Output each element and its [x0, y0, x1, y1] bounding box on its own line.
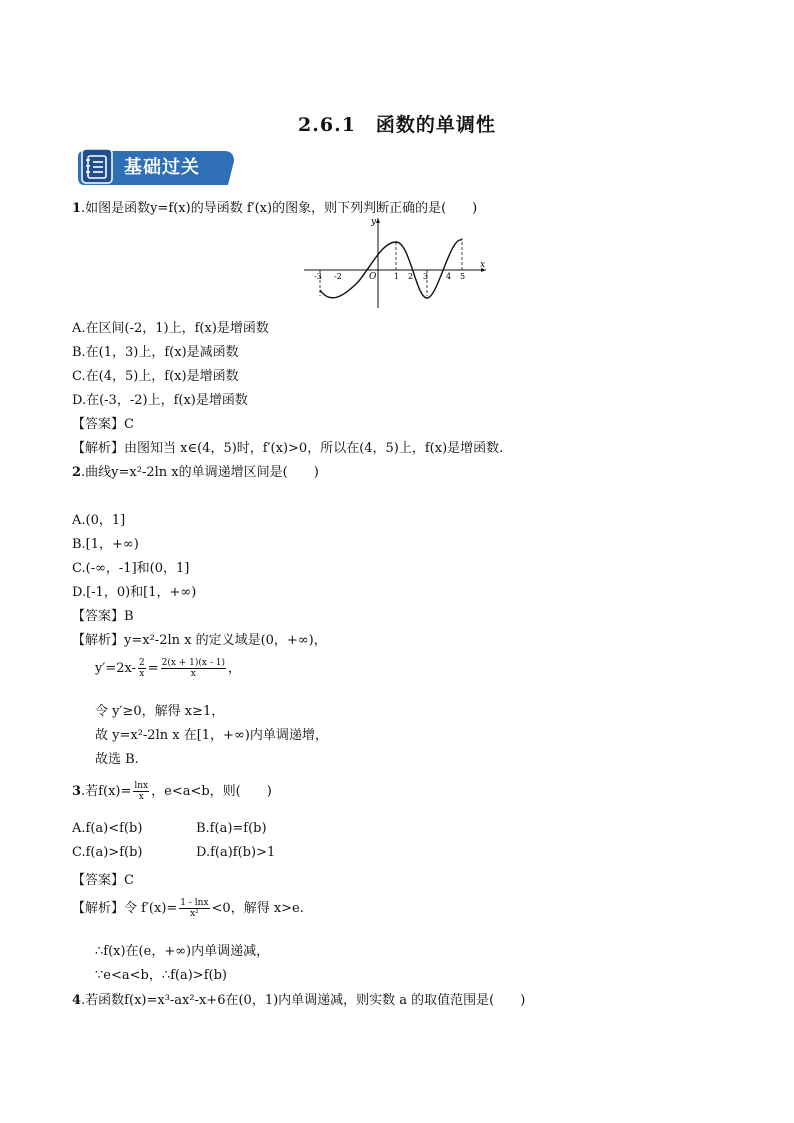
q2-answer [72, 605, 134, 624]
q3-analysis-line: ∴f(x)在(e，+∞)内单调递减， [95, 944, 270, 959]
q1-option-d: D.在(-3，-2)上，f(x)是增函数 [72, 393, 248, 408]
fraction [179, 898, 209, 919]
q3-analysis-line: ∵e<a<b，∴f(a)>f(b) [95, 968, 227, 983]
fraction-denominator: x [190, 669, 196, 679]
x-axis-label: x [480, 260, 486, 270]
q2-text: .曲线y=x²-2ln x的单调递增区间是( ) [81, 465, 319, 480]
fraction [133, 781, 149, 802]
analysis-tag: 【解析】 [72, 441, 125, 456]
q2-option-d: D.[-1，0)和[1，+∞) [72, 585, 197, 600]
fraction-denominator: x [138, 792, 144, 802]
origin-label: O [369, 272, 377, 282]
q1-answer [72, 413, 134, 432]
q2-derivative-line [95, 657, 241, 679]
answer-tag: 【答案】 [72, 873, 125, 888]
fraction-numerator: 2 [138, 658, 145, 668]
q3-number: 3 [72, 784, 82, 799]
q1-option-c: C.在(4，5)上，f(x)是增函数 [72, 369, 239, 384]
fraction [161, 658, 226, 679]
tick-label: 2 [408, 272, 414, 281]
q1-analysis [72, 437, 503, 456]
analysis-tag: 【解析】 [72, 633, 125, 648]
q3-option-b: B.f(a)=f(b) [196, 821, 267, 836]
equals-sign: = [147, 661, 159, 676]
tick-label: 4 [446, 272, 452, 281]
q4-number: 4 [72, 993, 82, 1008]
answer-value: C [124, 417, 134, 432]
answer-tag: 【答案】 [72, 609, 125, 624]
q3-text-tail: ，e<a<b，则( ) [151, 784, 272, 799]
analysis-tag: 【解析】 [72, 901, 125, 916]
q2-option-b: B.[1，+∞) [72, 537, 139, 552]
derivative-tail: ， [228, 661, 242, 676]
q3-analysis [72, 897, 304, 919]
analysis-text: 令 f′(x)= [124, 901, 178, 916]
y-axis-label: y [371, 217, 377, 227]
q3-option-a: A.f(a)<f(b) [72, 821, 143, 836]
analysis-text: 由图知当 x∈(4，5)时，f′(x)>0，所以在(4，5)上，f(x)是增函数. [124, 441, 504, 456]
fraction-numerator: lnx [134, 781, 149, 791]
q2-analysis-line: 故选 B. [95, 752, 139, 767]
analysis-text: y=x²-2ln x 的定义域是(0，+∞)， [124, 633, 327, 648]
q3-option-d: D.f(a)f(b)>1 [196, 845, 276, 860]
answer-value: B [124, 609, 134, 624]
fraction-numerator: 2(x + 1)(x - 1) [161, 658, 226, 668]
q2-analysis-line: 故 y=x²-2ln x 在[1，+∞)内单调递增， [95, 728, 328, 743]
tick-label: 1 [394, 272, 400, 281]
q2-analysis [72, 629, 327, 648]
fraction-denominator: x² [190, 909, 199, 919]
q1-option-a: A.在区间(-2，1)上，f(x)是增函数 [72, 321, 269, 336]
q2-stem [72, 461, 319, 480]
page-title: 2.6.1 函数的单调性 [298, 114, 496, 136]
tick-label: -2 [334, 272, 342, 281]
q3-answer [72, 869, 134, 888]
q3-stem [72, 780, 272, 802]
answer-tag: 【答案】 [72, 417, 125, 432]
q4-stem [72, 989, 525, 1008]
q3-option-c: C.f(a)>f(b) [72, 845, 143, 860]
tick-label: 5 [460, 272, 466, 281]
q4-text: .若函数f(x)=x³-ax²-x+6在(0，1)内单调递减，则实数 a 的取值范围是( ) [81, 993, 526, 1008]
fraction-denominator: x [139, 669, 145, 679]
fraction-numerator: 1 - lnx [180, 898, 209, 908]
q2-analysis-line: 令 y′≥0，解得 x≥1， [95, 704, 225, 719]
q1-option-b: B.在(1，3)上，f(x)是减函数 [72, 345, 239, 360]
q3-text: .若f(x)= [81, 784, 132, 799]
q2-option-c: C.(-∞，-1]和(0，1] [72, 561, 190, 576]
derivative-lhs: y′=2x- [95, 661, 136, 676]
answer-value: C [124, 873, 134, 888]
q1-number: 1 [72, 201, 82, 216]
tick-label: -3 [314, 272, 322, 281]
q2-option-a: A.(0，1] [72, 513, 126, 528]
section-banner [78, 147, 234, 185]
derivative-curve [320, 240, 462, 298]
q1-text: .如图是函数y=f(x)的导函数 f′(x)的图象，则下列判断正确的是( ) [81, 201, 478, 216]
banner-label: 基础过关 [124, 157, 200, 178]
q1-derivative-graph [300, 212, 490, 312]
q2-number: 2 [72, 465, 82, 480]
tick-label: 3 [423, 272, 429, 281]
analysis-text-tail: <0，解得 x>e. [211, 901, 304, 916]
fraction [138, 658, 146, 679]
